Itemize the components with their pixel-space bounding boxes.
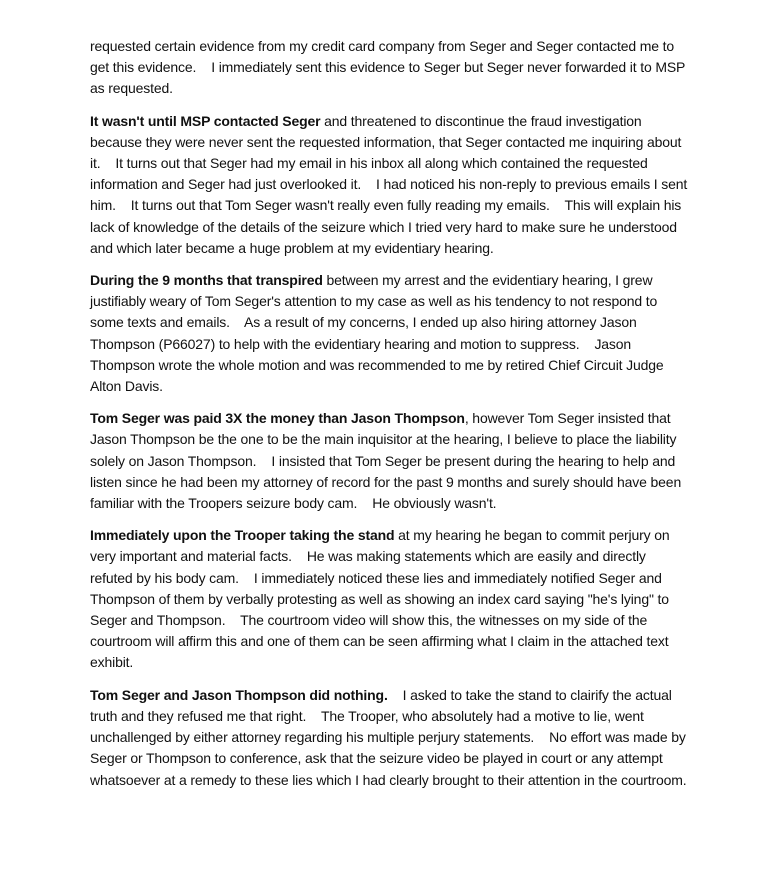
paragraph-3 <box>90 270 690 397</box>
paragraph-lead: Tom Seger and Jason Thompson did nothing. <box>90 686 388 703</box>
paragraph-body: between my arrest and the evidentiary hearing, I grew justifiably weary of Tom Seger's attention to my case as well as his tendency to not respond to some texts and emails. As a result of my concerns, I ended up also hiring attorney Jason Thompson (P66027) to help with the evidentiary hearing and motion to suppress. Jason Thompson wrote the whole motion and was recommended to me by retired Chief Circuit Judge Alton Davis. <box>90 272 667 395</box>
paragraph-5 <box>90 525 690 673</box>
paragraph-lead: It wasn't until MSP contacted Seger <box>90 112 321 129</box>
paragraph-lead: Immediately upon the Trooper taking the stand <box>90 527 395 544</box>
paragraph-body: at my hearing he began to commit perjury on very important and material facts. He was making statements which are easily and directly refuted by his body cam. I immediately noticed these lies and immediately notified Seger and Thompson of them by verbally protesting as well as showing an index card saying "he's lying" to Seger and Thompson. The courtroom video will show this, the witnesses on my side of the courtroom will affirm this and one of them can be seen affirming what I claim in the attached text exhibit. <box>90 527 674 671</box>
paragraph-body: and threatened to discontinue the fraud investigation because they were never sent the requested information, that Seger contacted me inquiring about it. It turns out that Seger had my email in his inbox all along which contained the requested information and Seger had just overlooked it. I had noticed his non-reply to previous emails I sent him. It turns out that Tom Seger wasn't really even fully reading my emails. This will explain his lack of knowledge of the details of the seizure which I tried very hard to make sure he understood and which later became a huge problem at my evidentiary hearing. <box>90 112 691 256</box>
paragraph-lead: During the 9 months that transpired <box>90 272 323 289</box>
paragraph-lead: Tom Seger was paid 3X the money than Jason Thompson <box>90 410 465 427</box>
paragraph-body: requested certain evidence from my credit card company from Seger and Seger contacted me to get this evidence. I immediately sent this evidence to Seger but Seger never forwarded it to MSP as requested. <box>90 38 689 97</box>
paragraph-4 <box>90 408 690 514</box>
document-page <box>90 36 690 802</box>
paragraph-body: , however Tom Seger insisted that Jason Thompson be the one to be the main inquisitor at the hearing, I believe to place the liability solely on Jason Thompson. I insisted that Tom Seger be present during the hearing to help and listen since he had been my attorney of record for the past 9 months and surely should have been familiar with the Troopers seizure body cam. He obviously wasn't. <box>90 410 685 512</box>
paragraph-1 <box>90 36 690 100</box>
paragraph-6 <box>90 685 690 791</box>
paragraph-2 <box>90 111 690 259</box>
paragraph-body: I asked to take the stand to clairify the actual truth and they refused me that right. The Trooper, who absolutely had a motive to lie, went unchallenged by either attorney regarding his multiple perjury statements. No effort was made by Seger or Thompson to conference, ask that the seizure video be played in court or any attempt whatsoever at a remedy to these lies which I had clearly brought to their attention in the courtroom. <box>90 686 690 788</box>
